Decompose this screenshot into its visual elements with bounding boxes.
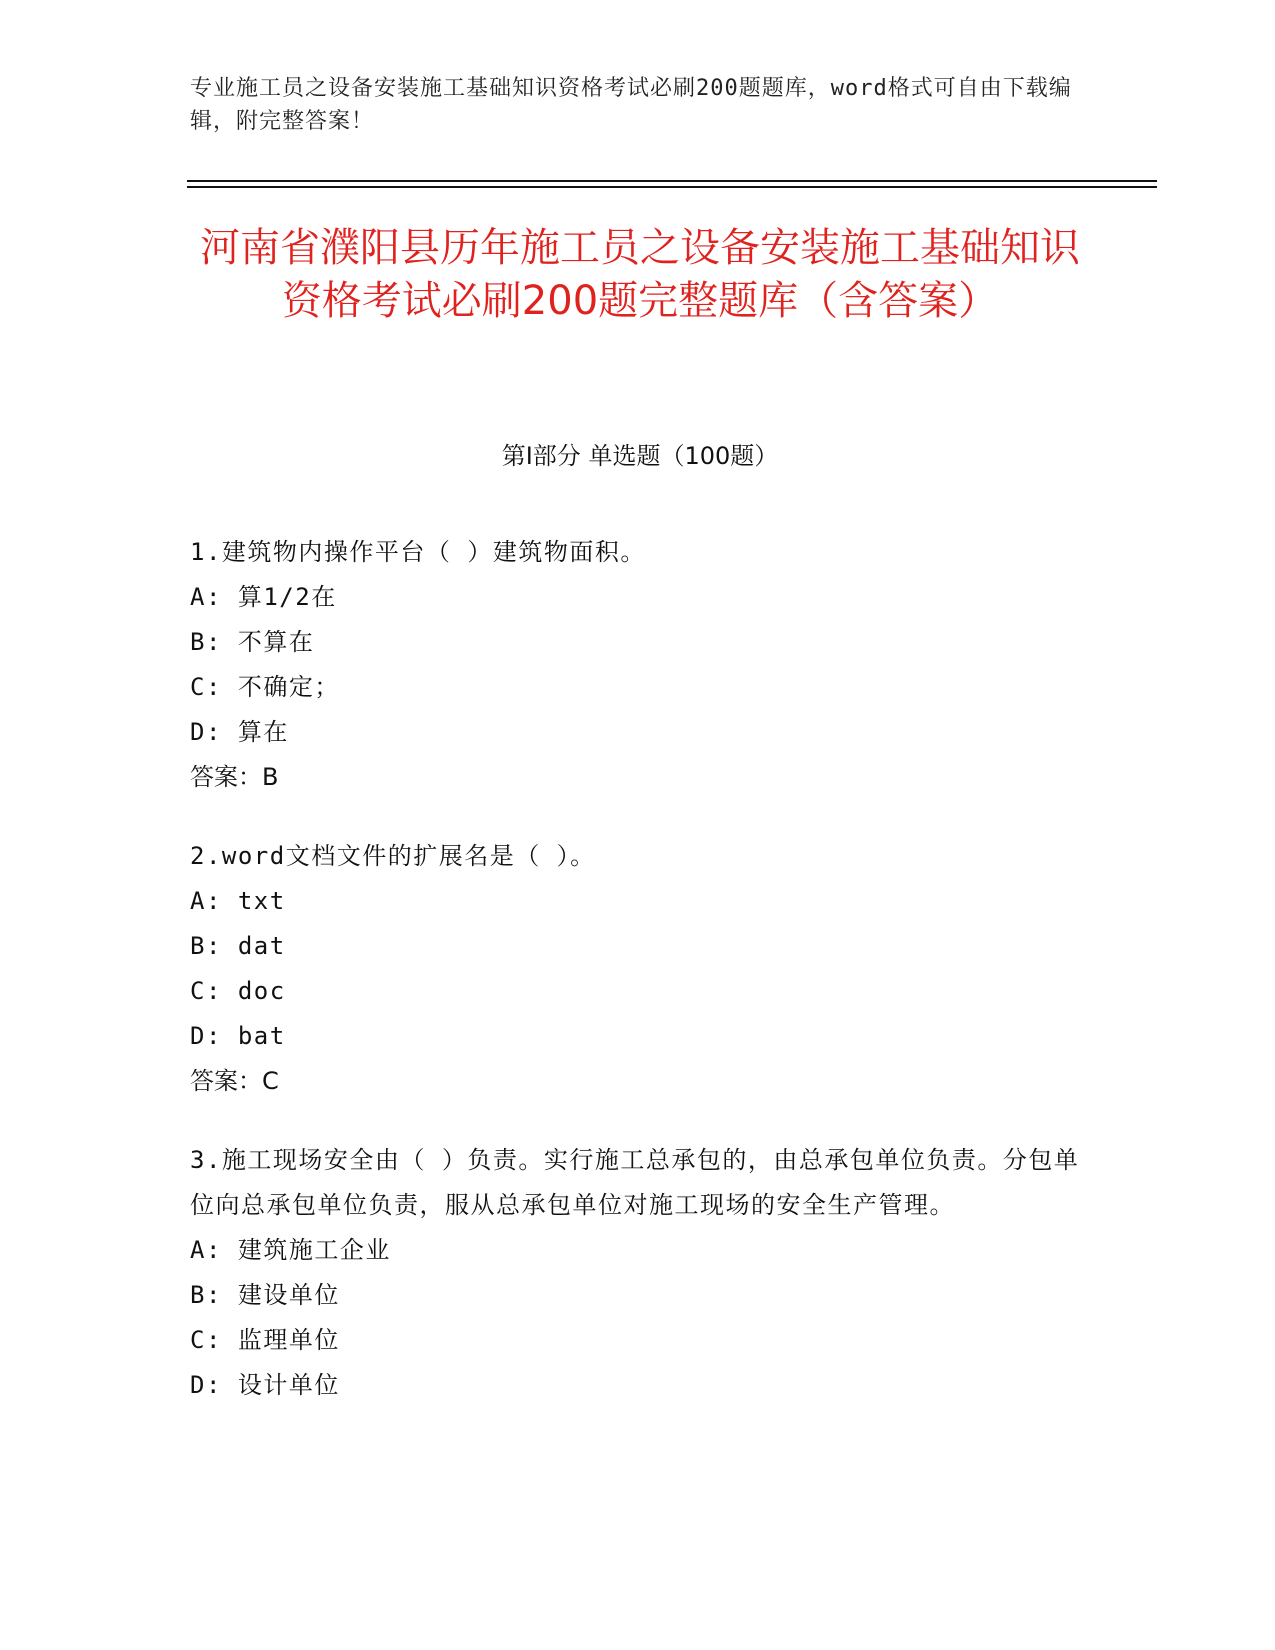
document-title: 河南省濮阳县历年施工员之设备安装施工基础知识资格考试必刷200题完整题库（含答案） <box>200 225 1080 324</box>
section-heading: 第Ⅰ部分 单选题（100题） <box>501 442 779 470</box>
question-item <box>190 1138 1090 1408</box>
question-item <box>190 834 1090 1104</box>
option-a: A: txt <box>190 887 286 915</box>
option-a: A: 算1/2在 <box>190 583 337 611</box>
option-a: A: 建筑施工企业 <box>190 1236 391 1264</box>
answer-line: 答案：C <box>190 1067 279 1095</box>
question-stem: 2.word文档文件的扩展名是（ ）。 <box>190 842 596 870</box>
question-list <box>190 530 1090 1442</box>
answer-line: 答案：B <box>190 763 279 791</box>
header-note: 专业施工员之设备安装施工基础知识资格考试必刷200题题库，word格式可自由下载编辑，附完整答案！ <box>190 76 1072 134</box>
option-c: C: doc <box>190 977 286 1005</box>
option-c: C: 不确定； <box>190 673 340 701</box>
question-stem: 1.建筑物内操作平台（ ）建筑物面积。 <box>190 538 646 566</box>
option-b: B: 建设单位 <box>190 1281 340 1309</box>
question-stem: 3.施工现场安全由（ ）负责。实行施工总承包的，由总承包单位负责。分包单位向总承包单位负责，服从总承包单位对施工现场的安全生产管理。 <box>190 1146 1080 1219</box>
option-d: D: 算在 <box>190 718 289 746</box>
option-d: D: bat <box>190 1022 286 1050</box>
header-divider-top <box>187 180 1157 182</box>
option-d: D: 设计单位 <box>190 1371 340 1399</box>
question-item <box>190 530 1090 800</box>
option-b: B: dat <box>190 932 286 960</box>
option-b: B: 不算在 <box>190 628 315 656</box>
header-divider-bottom <box>187 186 1157 188</box>
option-c: C: 监理单位 <box>190 1326 340 1354</box>
